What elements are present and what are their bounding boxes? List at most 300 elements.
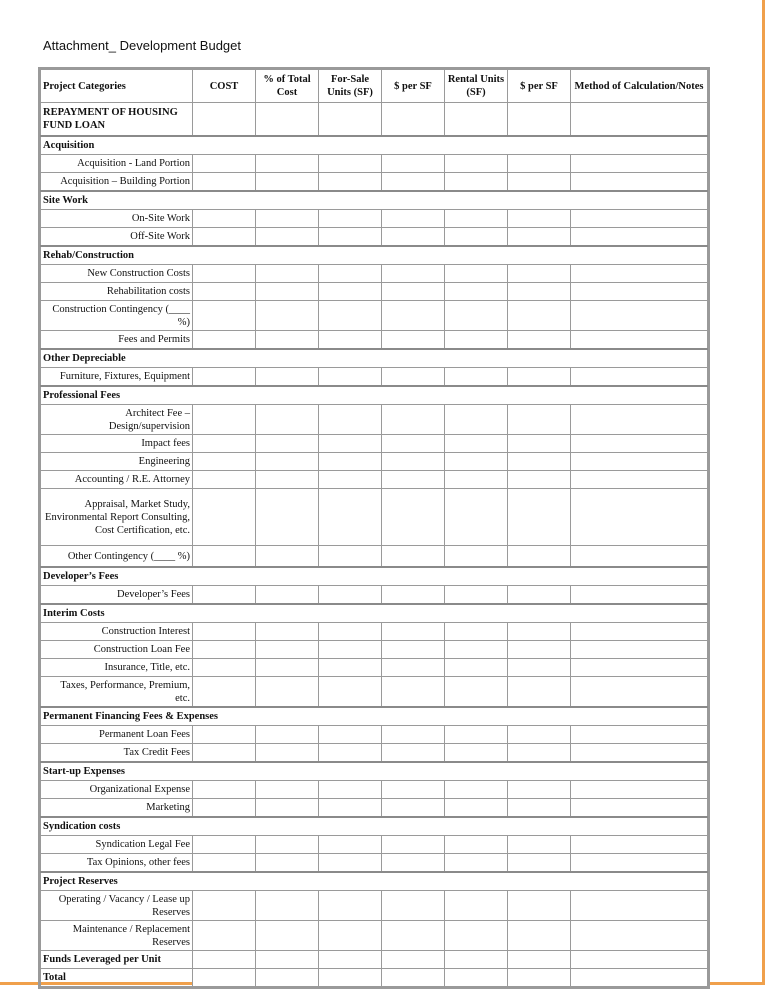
per-sf-cell[interactable] bbox=[382, 891, 445, 921]
header-percent-total-cost: % of Total Cost bbox=[256, 70, 319, 103]
notes-cell[interactable] bbox=[571, 453, 708, 471]
category-label: Rehab/Construction bbox=[41, 246, 708, 265]
percent-cell[interactable] bbox=[256, 331, 319, 350]
notes-cell[interactable] bbox=[571, 546, 708, 568]
category-label: Developer’s Fees bbox=[41, 567, 708, 586]
line-item-label: Permanent Loan Fees bbox=[41, 726, 193, 744]
for-sale-sf-cell[interactable] bbox=[319, 331, 382, 350]
rental-per-sf-cell[interactable] bbox=[508, 435, 571, 453]
table-row bbox=[41, 453, 708, 471]
category-row bbox=[41, 349, 708, 368]
rental-per-sf-cell[interactable] bbox=[508, 210, 571, 228]
cost-cell[interactable] bbox=[193, 586, 256, 605]
line-item-label: Appraisal, Market Study, Environmental Report Consulting, Cost Certification, etc. bbox=[41, 489, 193, 546]
percent-cell[interactable] bbox=[256, 641, 319, 659]
table-header-row bbox=[41, 70, 708, 103]
percent-cell[interactable] bbox=[256, 744, 319, 763]
for-sale-sf-cell[interactable] bbox=[319, 641, 382, 659]
per-sf-cell[interactable] bbox=[382, 781, 445, 799]
notes-cell[interactable] bbox=[571, 331, 708, 350]
cost-cell[interactable] bbox=[193, 546, 256, 568]
rental-per-sf-cell[interactable] bbox=[508, 781, 571, 799]
cost-cell[interactable] bbox=[193, 368, 256, 387]
table-row bbox=[41, 103, 708, 137]
cost-cell[interactable] bbox=[193, 301, 256, 331]
percent-cell[interactable] bbox=[256, 726, 319, 744]
per-sf-cell[interactable] bbox=[382, 210, 445, 228]
for-sale-sf-cell[interactable] bbox=[319, 210, 382, 228]
percent-cell[interactable] bbox=[256, 228, 319, 247]
per-sf-cell[interactable] bbox=[382, 471, 445, 489]
per-sf-cell[interactable] bbox=[382, 435, 445, 453]
cost-cell[interactable] bbox=[193, 951, 256, 969]
rental-sf-cell[interactable] bbox=[445, 210, 508, 228]
table-row bbox=[41, 471, 708, 489]
notes-cell[interactable] bbox=[571, 891, 708, 921]
percent-cell[interactable] bbox=[256, 301, 319, 331]
per-sf-cell[interactable] bbox=[382, 368, 445, 387]
percent-cell[interactable] bbox=[256, 781, 319, 799]
table-row bbox=[41, 283, 708, 301]
rental-per-sf-cell[interactable] bbox=[508, 836, 571, 854]
category-row bbox=[41, 707, 708, 726]
table-row bbox=[41, 641, 708, 659]
line-item-label: Fees and Permits bbox=[41, 331, 193, 350]
notes-cell[interactable] bbox=[571, 228, 708, 247]
rental-sf-cell[interactable] bbox=[445, 799, 508, 818]
notes-cell[interactable] bbox=[571, 677, 708, 708]
for-sale-sf-cell[interactable] bbox=[319, 301, 382, 331]
table-row bbox=[41, 726, 708, 744]
for-sale-sf-cell[interactable] bbox=[319, 677, 382, 708]
notes-cell[interactable] bbox=[571, 155, 708, 173]
for-sale-sf-cell[interactable] bbox=[319, 726, 382, 744]
rental-per-sf-cell[interactable] bbox=[508, 228, 571, 247]
header-rental-units: Rental Units (SF) bbox=[445, 70, 508, 103]
category-label: Acquisition bbox=[41, 136, 708, 155]
percent-cell[interactable] bbox=[256, 173, 319, 192]
notes-cell[interactable] bbox=[571, 265, 708, 283]
header-dollar-per-sf-rental: $ per SF bbox=[508, 70, 571, 103]
percent-cell[interactable] bbox=[256, 103, 319, 137]
notes-cell[interactable] bbox=[571, 744, 708, 763]
percent-cell[interactable] bbox=[256, 155, 319, 173]
per-sf-cell[interactable] bbox=[382, 921, 445, 951]
line-item-label: Off-Site Work bbox=[41, 228, 193, 247]
line-item-label: Architect Fee – Design/supervision bbox=[41, 405, 193, 435]
line-item-label: On-Site Work bbox=[41, 210, 193, 228]
line-item-label: Construction Contingency (____ %) bbox=[41, 301, 193, 331]
percent-cell[interactable] bbox=[256, 623, 319, 641]
for-sale-sf-cell[interactable] bbox=[319, 103, 382, 137]
cost-cell[interactable] bbox=[193, 155, 256, 173]
rental-sf-cell[interactable] bbox=[445, 453, 508, 471]
notes-cell[interactable] bbox=[571, 405, 708, 435]
rental-per-sf-cell[interactable] bbox=[508, 659, 571, 677]
rental-sf-cell[interactable] bbox=[445, 489, 508, 546]
for-sale-sf-cell[interactable] bbox=[319, 453, 382, 471]
for-sale-sf-cell[interactable] bbox=[319, 836, 382, 854]
cost-cell[interactable] bbox=[193, 489, 256, 546]
percent-cell[interactable] bbox=[256, 489, 319, 546]
category-row bbox=[41, 386, 708, 405]
per-sf-cell[interactable] bbox=[382, 173, 445, 192]
percent-cell[interactable] bbox=[256, 854, 319, 873]
cost-cell[interactable] bbox=[193, 921, 256, 951]
cost-cell[interactable] bbox=[193, 659, 256, 677]
rental-sf-cell[interactable] bbox=[445, 173, 508, 192]
rental-sf-cell[interactable] bbox=[445, 103, 508, 137]
rental-per-sf-cell[interactable] bbox=[508, 471, 571, 489]
notes-cell[interactable] bbox=[571, 368, 708, 387]
rental-sf-cell[interactable] bbox=[445, 405, 508, 435]
notes-cell[interactable] bbox=[571, 623, 708, 641]
line-item-label: New Construction Costs bbox=[41, 265, 193, 283]
line-item-label: Construction Loan Fee bbox=[41, 641, 193, 659]
category-row bbox=[41, 246, 708, 265]
rental-sf-cell[interactable] bbox=[445, 546, 508, 568]
for-sale-sf-cell[interactable] bbox=[319, 781, 382, 799]
notes-cell[interactable] bbox=[571, 659, 708, 677]
line-item-label: Maintenance / Replacement Reserves bbox=[41, 921, 193, 951]
rental-per-sf-cell[interactable] bbox=[508, 301, 571, 331]
rental-per-sf-cell[interactable] bbox=[508, 155, 571, 173]
table-row bbox=[41, 921, 708, 951]
rental-per-sf-cell[interactable] bbox=[508, 265, 571, 283]
per-sf-cell[interactable] bbox=[382, 301, 445, 331]
for-sale-sf-cell[interactable] bbox=[319, 891, 382, 921]
per-sf-cell[interactable] bbox=[382, 546, 445, 568]
per-sf-cell[interactable] bbox=[382, 677, 445, 708]
table-row bbox=[41, 586, 708, 605]
line-item-label: Acquisition – Building Portion bbox=[41, 173, 193, 192]
notes-cell[interactable] bbox=[571, 283, 708, 301]
for-sale-sf-cell[interactable] bbox=[319, 265, 382, 283]
line-item-label: Rehabilitation costs bbox=[41, 283, 193, 301]
rental-per-sf-cell[interactable] bbox=[508, 103, 571, 137]
rental-sf-cell[interactable] bbox=[445, 969, 508, 987]
rental-per-sf-cell[interactable] bbox=[508, 546, 571, 568]
per-sf-cell[interactable] bbox=[382, 405, 445, 435]
line-item-label: Taxes, Performance, Premium, etc. bbox=[41, 677, 193, 708]
line-item-label: Other Contingency (____ %) bbox=[41, 546, 193, 568]
percent-cell[interactable] bbox=[256, 951, 319, 969]
percent-cell[interactable] bbox=[256, 586, 319, 605]
rental-sf-cell[interactable] bbox=[445, 301, 508, 331]
cost-cell[interactable] bbox=[193, 331, 256, 350]
cost-cell[interactable] bbox=[193, 173, 256, 192]
per-sf-cell[interactable] bbox=[382, 799, 445, 818]
per-sf-cell[interactable] bbox=[382, 283, 445, 301]
for-sale-sf-cell[interactable] bbox=[319, 744, 382, 763]
table-row bbox=[41, 331, 708, 350]
per-sf-cell[interactable] bbox=[382, 265, 445, 283]
line-item-label: Accounting / R.E. Attorney bbox=[41, 471, 193, 489]
per-sf-cell[interactable] bbox=[382, 726, 445, 744]
rental-per-sf-cell[interactable] bbox=[508, 173, 571, 192]
notes-cell[interactable] bbox=[571, 103, 708, 137]
category-row bbox=[41, 872, 708, 891]
header-for-sale-units: For-Sale Units (SF) bbox=[319, 70, 382, 103]
percent-cell[interactable] bbox=[256, 265, 319, 283]
rental-sf-cell[interactable] bbox=[445, 641, 508, 659]
notes-cell[interactable] bbox=[571, 641, 708, 659]
per-sf-cell[interactable] bbox=[382, 854, 445, 873]
rental-per-sf-cell[interactable] bbox=[508, 677, 571, 708]
per-sf-cell[interactable] bbox=[382, 586, 445, 605]
rental-per-sf-cell[interactable] bbox=[508, 951, 571, 969]
rental-sf-cell[interactable] bbox=[445, 283, 508, 301]
rental-per-sf-cell[interactable] bbox=[508, 744, 571, 763]
table-row bbox=[41, 951, 708, 969]
per-sf-cell[interactable] bbox=[382, 155, 445, 173]
percent-cell[interactable] bbox=[256, 435, 319, 453]
rental-sf-cell[interactable] bbox=[445, 623, 508, 641]
table-row bbox=[41, 659, 708, 677]
rental-sf-cell[interactable] bbox=[445, 726, 508, 744]
for-sale-sf-cell[interactable] bbox=[319, 155, 382, 173]
cost-cell[interactable] bbox=[193, 799, 256, 818]
line-item-label: Tax Opinions, other fees bbox=[41, 854, 193, 873]
percent-cell[interactable] bbox=[256, 453, 319, 471]
line-item-label: Furniture, Fixtures, Equipment bbox=[41, 368, 193, 387]
category-label: Start-up Expenses bbox=[41, 762, 708, 781]
table-row bbox=[41, 799, 708, 818]
rental-per-sf-cell[interactable] bbox=[508, 921, 571, 951]
category-label: Other Depreciable bbox=[41, 349, 708, 368]
table-row bbox=[41, 546, 708, 568]
cost-cell[interactable] bbox=[193, 228, 256, 247]
cost-cell[interactable] bbox=[193, 969, 256, 987]
rental-per-sf-cell[interactable] bbox=[508, 331, 571, 350]
for-sale-sf-cell[interactable] bbox=[319, 546, 382, 568]
for-sale-sf-cell[interactable] bbox=[319, 951, 382, 969]
table-row bbox=[41, 368, 708, 387]
rental-per-sf-cell[interactable] bbox=[508, 368, 571, 387]
line-item-label: Operating / Vacancy / Lease up Reserves bbox=[41, 891, 193, 921]
for-sale-sf-cell[interactable] bbox=[319, 854, 382, 873]
line-item-label: Tax Credit Fees bbox=[41, 744, 193, 763]
line-item-label: Developer’s Fees bbox=[41, 586, 193, 605]
notes-cell[interactable] bbox=[571, 471, 708, 489]
per-sf-cell[interactable] bbox=[382, 641, 445, 659]
rental-per-sf-cell[interactable] bbox=[508, 891, 571, 921]
rental-sf-cell[interactable] bbox=[445, 435, 508, 453]
cost-cell[interactable] bbox=[193, 781, 256, 799]
table-row bbox=[41, 228, 708, 247]
notes-cell[interactable] bbox=[571, 836, 708, 854]
document-title: Attachment_ Development Budget bbox=[43, 38, 242, 53]
per-sf-cell[interactable] bbox=[382, 453, 445, 471]
notes-cell[interactable] bbox=[571, 969, 708, 987]
line-item-label: Engineering bbox=[41, 453, 193, 471]
notes-cell[interactable] bbox=[571, 489, 708, 546]
notes-cell[interactable] bbox=[571, 799, 708, 818]
table-row bbox=[41, 836, 708, 854]
cost-cell[interactable] bbox=[193, 836, 256, 854]
rental-per-sf-cell[interactable] bbox=[508, 726, 571, 744]
table-row bbox=[41, 489, 708, 546]
rental-sf-cell[interactable] bbox=[445, 155, 508, 173]
rental-sf-cell[interactable] bbox=[445, 228, 508, 247]
rental-sf-cell[interactable] bbox=[445, 836, 508, 854]
category-row bbox=[41, 136, 708, 155]
percent-cell[interactable] bbox=[256, 210, 319, 228]
for-sale-sf-cell[interactable] bbox=[319, 799, 382, 818]
cost-cell[interactable] bbox=[193, 103, 256, 137]
table-row bbox=[41, 781, 708, 799]
header-method-notes: Method of Calculation/Notes bbox=[571, 70, 708, 103]
rental-per-sf-cell[interactable] bbox=[508, 489, 571, 546]
cost-cell[interactable] bbox=[193, 677, 256, 708]
rental-per-sf-cell[interactable] bbox=[508, 405, 571, 435]
per-sf-cell[interactable] bbox=[382, 836, 445, 854]
table-row bbox=[41, 677, 708, 708]
development-budget-table bbox=[40, 69, 708, 987]
percent-cell[interactable] bbox=[256, 799, 319, 818]
line-item-label: Organizational Expense bbox=[41, 781, 193, 799]
category-row bbox=[41, 191, 708, 210]
header-dollar-per-sf: $ per SF bbox=[382, 70, 445, 103]
rental-sf-cell[interactable] bbox=[445, 921, 508, 951]
rental-per-sf-cell[interactable] bbox=[508, 623, 571, 641]
notes-cell[interactable] bbox=[571, 586, 708, 605]
rental-sf-cell[interactable] bbox=[445, 854, 508, 873]
per-sf-cell[interactable] bbox=[382, 659, 445, 677]
cost-cell[interactable] bbox=[193, 210, 256, 228]
category-label: Syndication costs bbox=[41, 817, 708, 836]
rental-per-sf-cell[interactable] bbox=[508, 453, 571, 471]
line-item-label: Syndication Legal Fee bbox=[41, 836, 193, 854]
table-row bbox=[41, 155, 708, 173]
percent-cell[interactable] bbox=[256, 921, 319, 951]
rental-per-sf-cell[interactable] bbox=[508, 969, 571, 987]
rental-sf-cell[interactable] bbox=[445, 781, 508, 799]
for-sale-sf-cell[interactable] bbox=[319, 405, 382, 435]
for-sale-sf-cell[interactable] bbox=[319, 368, 382, 387]
rental-per-sf-cell[interactable] bbox=[508, 641, 571, 659]
category-label: Interim Costs bbox=[41, 604, 708, 623]
table-body bbox=[41, 103, 708, 987]
cost-cell[interactable] bbox=[193, 641, 256, 659]
per-sf-cell[interactable] bbox=[382, 744, 445, 763]
category-row bbox=[41, 567, 708, 586]
percent-cell[interactable] bbox=[256, 405, 319, 435]
percent-cell[interactable] bbox=[256, 546, 319, 568]
per-sf-cell[interactable] bbox=[382, 331, 445, 350]
percent-cell[interactable] bbox=[256, 677, 319, 708]
rental-sf-cell[interactable] bbox=[445, 368, 508, 387]
cost-cell[interactable] bbox=[193, 435, 256, 453]
per-sf-cell[interactable] bbox=[382, 969, 445, 987]
category-label: Permanent Financing Fees & Expenses bbox=[41, 707, 708, 726]
table-row bbox=[41, 623, 708, 641]
rental-sf-cell[interactable] bbox=[445, 891, 508, 921]
rental-per-sf-cell[interactable] bbox=[508, 854, 571, 873]
notes-cell[interactable] bbox=[571, 854, 708, 873]
percent-cell[interactable] bbox=[256, 659, 319, 677]
table-row bbox=[41, 173, 708, 192]
table-row bbox=[41, 210, 708, 228]
notes-cell[interactable] bbox=[571, 726, 708, 744]
notes-cell[interactable] bbox=[571, 210, 708, 228]
rental-sf-cell[interactable] bbox=[445, 677, 508, 708]
for-sale-sf-cell[interactable] bbox=[319, 921, 382, 951]
notes-cell[interactable] bbox=[571, 173, 708, 192]
summary-label: Total bbox=[41, 969, 193, 987]
notes-cell[interactable] bbox=[571, 951, 708, 969]
percent-cell[interactable] bbox=[256, 836, 319, 854]
rental-sf-cell[interactable] bbox=[445, 744, 508, 763]
percent-cell[interactable] bbox=[256, 368, 319, 387]
rental-sf-cell[interactable] bbox=[445, 265, 508, 283]
cost-cell[interactable] bbox=[193, 854, 256, 873]
per-sf-cell[interactable] bbox=[382, 623, 445, 641]
rental-sf-cell[interactable] bbox=[445, 471, 508, 489]
table-row bbox=[41, 854, 708, 873]
for-sale-sf-cell[interactable] bbox=[319, 969, 382, 987]
notes-cell[interactable] bbox=[571, 921, 708, 951]
category-row bbox=[41, 604, 708, 623]
for-sale-sf-cell[interactable] bbox=[319, 173, 382, 192]
percent-cell[interactable] bbox=[256, 283, 319, 301]
percent-cell[interactable] bbox=[256, 471, 319, 489]
table-row bbox=[41, 265, 708, 283]
for-sale-sf-cell[interactable] bbox=[319, 586, 382, 605]
for-sale-sf-cell[interactable] bbox=[319, 228, 382, 247]
rental-per-sf-cell[interactable] bbox=[508, 283, 571, 301]
notes-cell[interactable] bbox=[571, 781, 708, 799]
line-item-label: Marketing bbox=[41, 799, 193, 818]
per-sf-cell[interactable] bbox=[382, 103, 445, 137]
notes-cell[interactable] bbox=[571, 435, 708, 453]
rental-sf-cell[interactable] bbox=[445, 586, 508, 605]
cost-cell[interactable] bbox=[193, 623, 256, 641]
for-sale-sf-cell[interactable] bbox=[319, 471, 382, 489]
cost-cell[interactable] bbox=[193, 453, 256, 471]
rental-per-sf-cell[interactable] bbox=[508, 799, 571, 818]
for-sale-sf-cell[interactable] bbox=[319, 489, 382, 546]
per-sf-cell[interactable] bbox=[382, 228, 445, 247]
header-cost: COST bbox=[193, 70, 256, 103]
per-sf-cell[interactable] bbox=[382, 951, 445, 969]
cost-cell[interactable] bbox=[193, 471, 256, 489]
per-sf-cell[interactable] bbox=[382, 489, 445, 546]
summary-label: REPAYMENT OF HOUSING FUND LOAN bbox=[41, 103, 193, 137]
line-item-label: Insurance, Title, etc. bbox=[41, 659, 193, 677]
cost-cell[interactable] bbox=[193, 726, 256, 744]
line-item-label: Construction Interest bbox=[41, 623, 193, 641]
percent-cell[interactable] bbox=[256, 891, 319, 921]
cost-cell[interactable] bbox=[193, 405, 256, 435]
category-label: Professional Fees bbox=[41, 386, 708, 405]
for-sale-sf-cell[interactable] bbox=[319, 283, 382, 301]
for-sale-sf-cell[interactable] bbox=[319, 435, 382, 453]
cost-cell[interactable] bbox=[193, 744, 256, 763]
cost-cell[interactable] bbox=[193, 265, 256, 283]
percent-cell[interactable] bbox=[256, 969, 319, 987]
table-row bbox=[41, 744, 708, 763]
for-sale-sf-cell[interactable] bbox=[319, 623, 382, 641]
rental-sf-cell[interactable] bbox=[445, 331, 508, 350]
rental-sf-cell[interactable] bbox=[445, 659, 508, 677]
cost-cell[interactable] bbox=[193, 283, 256, 301]
for-sale-sf-cell[interactable] bbox=[319, 659, 382, 677]
notes-cell[interactable] bbox=[571, 301, 708, 331]
cost-cell[interactable] bbox=[193, 891, 256, 921]
rental-sf-cell[interactable] bbox=[445, 951, 508, 969]
rental-per-sf-cell[interactable] bbox=[508, 586, 571, 605]
